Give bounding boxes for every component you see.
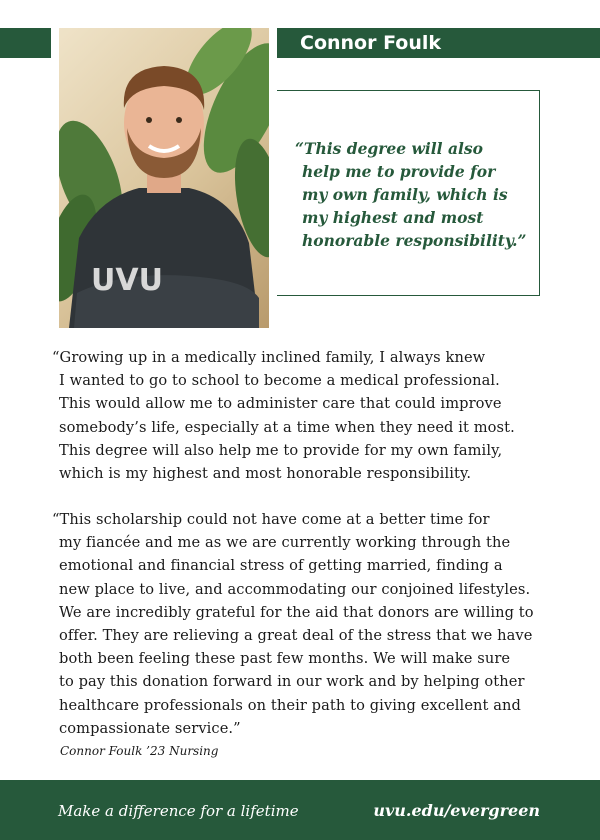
paragraph-upbringing xyxy=(52,346,552,485)
footer-url-link[interactable]: uvu.edu/evergreen xyxy=(373,801,540,820)
paragraph-line: “This scholarship could not have come at a better time for xyxy=(52,511,490,528)
paragraph-line: This would allow me to administer care that could improve xyxy=(59,395,502,413)
pull-quote xyxy=(295,137,530,252)
paragraph-scholarship xyxy=(52,508,552,740)
paragraph-line: which is my highest and most honorable responsibility. xyxy=(59,465,472,483)
paragraph-line: compassionate service.” xyxy=(59,719,241,737)
paragraph-line: emotional and financial stress of getting married, finding a xyxy=(59,557,503,575)
paragraph-line: “Growing up in a medically inclined family, I always knew xyxy=(52,349,486,366)
pull-quote-line: help me to provide for xyxy=(302,162,496,181)
photo-frame xyxy=(51,20,277,334)
pull-quote-line: my highest and most xyxy=(302,208,484,227)
paragraph-line: both been feeling these past few months. We will make sure xyxy=(59,650,511,668)
paragraph-line: This degree will also help me to provide for my own family, xyxy=(59,441,503,459)
pull-quote-line: my own family, which is xyxy=(302,185,508,204)
signature: Connor Foulk ’23 Nursing xyxy=(60,744,219,758)
student-photo xyxy=(59,28,269,328)
student-name: Connor Foulk xyxy=(300,32,442,54)
paragraph-line: new place to live, and accommodating our conjoined lifestyles. xyxy=(59,580,531,598)
portrait-illustration xyxy=(59,28,269,328)
paragraph-line: offer. They are relieving a great deal of the stress that we have xyxy=(59,627,533,645)
paragraph-line: to pay this donation forward in our work and by helping other xyxy=(59,673,525,691)
paragraph-line: somebody’s life, especially at a time when they need it most. xyxy=(59,418,515,436)
shirt-logo: UVU xyxy=(91,263,163,298)
pull-quote-line: honorable responsibility.” xyxy=(302,231,527,250)
paragraph-line: healthcare professionals on their path to giving excellent and xyxy=(59,696,521,714)
pull-quote-line: “This degree will also xyxy=(295,139,483,158)
footer-tagline: Make a difference for a lifetime xyxy=(58,802,299,820)
paragraph-line: We are incredibly grateful for the aid that donors are willing to xyxy=(59,603,534,621)
paragraph-line: I wanted to go to school to become a medical professional. xyxy=(59,372,500,390)
footer-band xyxy=(0,780,600,840)
paragraph-line: my fiancée and me as we are currently working through the xyxy=(59,534,511,552)
